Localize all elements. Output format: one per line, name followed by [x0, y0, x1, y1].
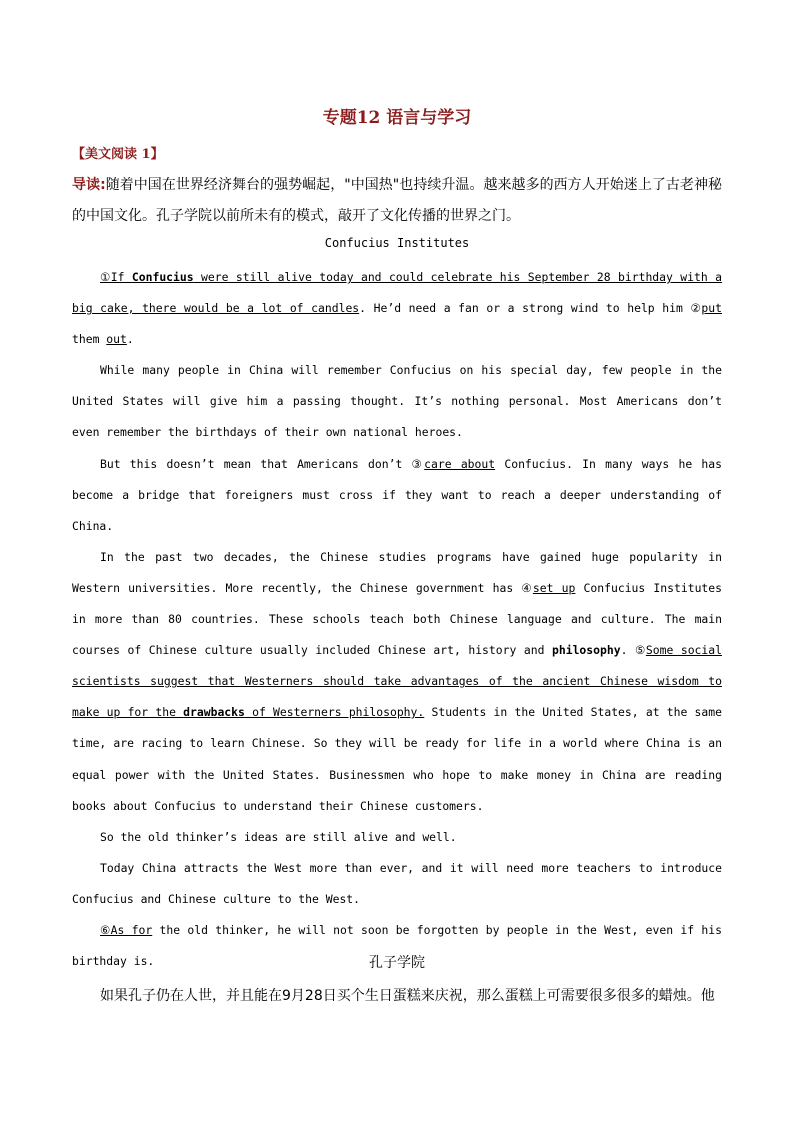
phrase-set-up: set up	[532, 580, 576, 595]
intro-paragraph	[72, 170, 722, 232]
intro-text: 随着中国在世界经济舞台的强势崛起，"中国热"也持续升温。越来越多的西方人开始迷上了古老神秘的中国文化。孔子学院以前所未有的模式，敲开了文化传播的世界之门。	[72, 177, 722, 224]
paragraph-7: ⑥As for the old thinker, he will not soon be forgotten by people in the West, even if his birthday is.	[72, 922, 722, 969]
phrase-out: out	[106, 332, 127, 347]
phrase-care-about: care about	[424, 456, 496, 471]
underlined-sentence-1: ①If Confucius were still alive today and could celebrate his September 28 birthday with a big cake, there would be a lot of candles	[72, 270, 722, 316]
intro-label: 导读:	[72, 177, 106, 193]
paragraph-1: ①If Confucius were still alive today and could celebrate his September 28 birthday with a big cake, there would be a lot of candles. He’d need a fan or a strong wind to help him ②put them out.	[72, 270, 722, 347]
section-tag: 【美文阅读 1】	[72, 147, 164, 162]
underlined-sentence-5: Some social scientists suggest that Westerners should take advantages of the ancient Chinese wisdom to make up for the drawbacks of Westerners philosophy.	[72, 643, 722, 720]
paragraph-3: But this doesn’t mean that Americans don’t ③care about Confucius. In many ways he has become a bridge that foreigners must cross if they want to reach a deeper understanding of China.	[72, 456, 723, 533]
page-title: 专题12 语言与学习	[322, 108, 472, 128]
paragraph-4: In the past two decades, the Chinese studies programs have gained huge popularity in Western universities. More recently, the Chinese government has ④set up Confucius Institutes in more than 80 countries. These schools teach both Chinese language and culture. The main courses of Chinese culture usually included Chinese art, history and philosophy. ⑤Some social scientists suggest that Westerners should take advantages of the ancient Chinese wisdom to make up for the drawbacks of Westerners philosophy. Students in the United States, at the same time, are racing to learn Chinese. So they will be ready for life in a world where China is an equal power with the United States. Businessmen who hope to make money in China are reading books about Confucius to understand their Chinese customers.	[72, 549, 723, 813]
word-philosophy: philosophy	[552, 643, 621, 658]
phrase-as-for: ⑥As for	[100, 922, 153, 937]
article-body	[72, 262, 722, 977]
phrase-put: put	[701, 301, 722, 316]
paragraph-5: So the old thinker’s ideas are still alive and well.	[100, 829, 457, 844]
paragraph-2: While many people in China will remember Confucius on his special day, few people in the United States will give him a passing thought. It’s nothing personal. Most Americans don’t even remember the birthdays of their own national heroes.	[72, 363, 722, 440]
translation-text: 如果孔子仍在人世，并且能在9月28日买个生日蛋糕来庆祝，那么蛋糕上可需要很多很多的蜡烛。他	[100, 988, 715, 1004]
translation-title: 孔子学院	[369, 955, 425, 971]
paragraph-6: Today China attracts the West more than ever, and it will need more teachers to introduce Confucius and Chinese culture to the West.	[72, 860, 722, 906]
article-title: Confucius Institutes	[324, 236, 470, 250]
